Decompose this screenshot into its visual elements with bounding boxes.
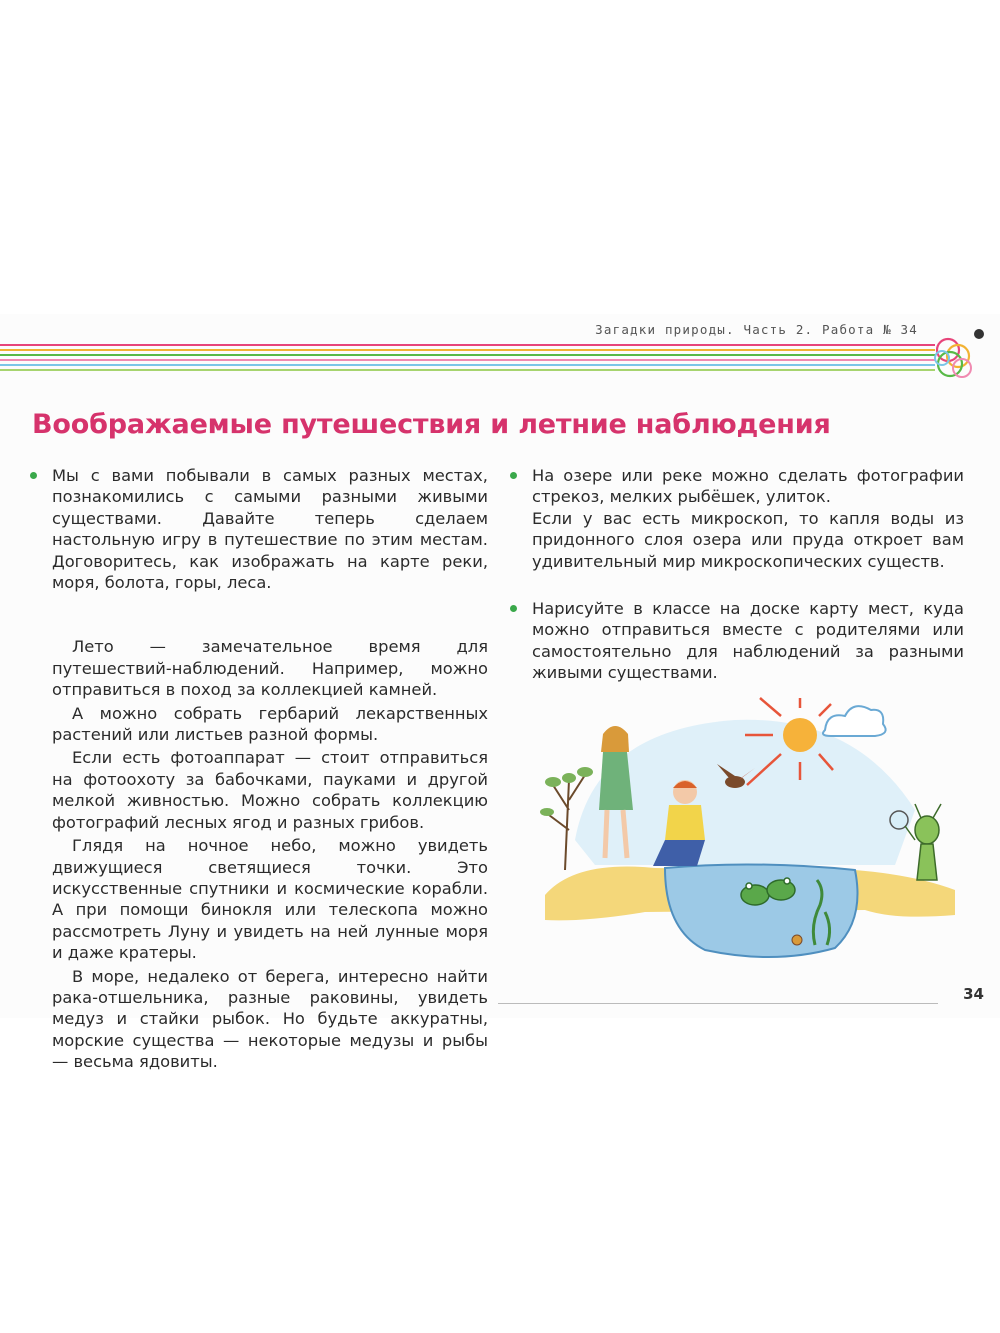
paragraph: В море, недалеко от берега, интересно найти рака-отшельника, разные раковины, увидеть медуз и стайки рыбок. Но будьте аккуратны, морские существа — некоторые медузы и рыбы — весьма ядовиты. bbox=[52, 966, 488, 1072]
bullet-text: Мы с вами побывали в самых разных местах, познакомились с самыми разными живыми существами. Давайте теперь сделаем настольную игру в путешествие по этим местам. Договоритесь, как изображать на карте реки, моря, болота, горы, леса. bbox=[52, 466, 488, 593]
bullet-item bbox=[52, 465, 488, 593]
page-title: Воображаемые путешествия и летние наблюдения bbox=[32, 409, 831, 440]
left-column bbox=[52, 465, 488, 1073]
bullet-text: Нарисуйте в классе на доске карту мест, куда можно отправиться вместе с родителями или самостоятельно для наблюдений за разными живыми существами. bbox=[532, 599, 964, 683]
cloud-icon bbox=[823, 706, 886, 736]
bullet-dot-icon bbox=[510, 472, 517, 479]
bullet-dot-icon bbox=[30, 472, 37, 479]
running-header: Загадки природы. Часть 2. Работа № 34 bbox=[595, 322, 918, 337]
bullet-item bbox=[532, 598, 964, 684]
snail-icon bbox=[792, 935, 802, 945]
paragraph: А можно собрать гербарий лекарственных растений или листьев разной формы. bbox=[52, 703, 488, 745]
paragraph: Глядя на ночное небо, можно увидеть движущиеся светящиеся точки. Это искусственные спутники и космические корабли. А при помощи бинокля или телескопа можно рассмотреть Луну и увидеть на ней лунные моря и даже кратеры. bbox=[52, 836, 488, 963]
bullet-item bbox=[532, 465, 964, 572]
header-stripes bbox=[0, 344, 940, 374]
page-number: 34 bbox=[963, 985, 984, 1003]
bullet-text: На озере или реке можно сделать фотографии стрекоз, мелких рыбёшек, улиток. bbox=[532, 466, 964, 507]
decorative-circles-icon bbox=[928, 328, 992, 388]
paragraph: Лето — замечательное время для путешествий-наблюдений. Например, можно отправиться в поход за коллекцией камней. bbox=[52, 637, 488, 700]
bottom-rule bbox=[498, 1003, 938, 1004]
paragraph: Если есть фотоаппарат — стоит отправиться на фотоохоту за бабочками, пауками и другой мелкой живностью. Можно собрать коллекцию фотографий лесных ягод и разных грибов. bbox=[52, 748, 488, 832]
bullet-dot-icon bbox=[510, 605, 517, 612]
bullet-text: Если у вас есть микроскоп, то капля воды из придонного слоя озера или пруда откроет вам удивительный мир микроскопических существ. bbox=[532, 508, 964, 571]
right-column bbox=[532, 465, 964, 684]
lake-illustration bbox=[535, 690, 975, 960]
